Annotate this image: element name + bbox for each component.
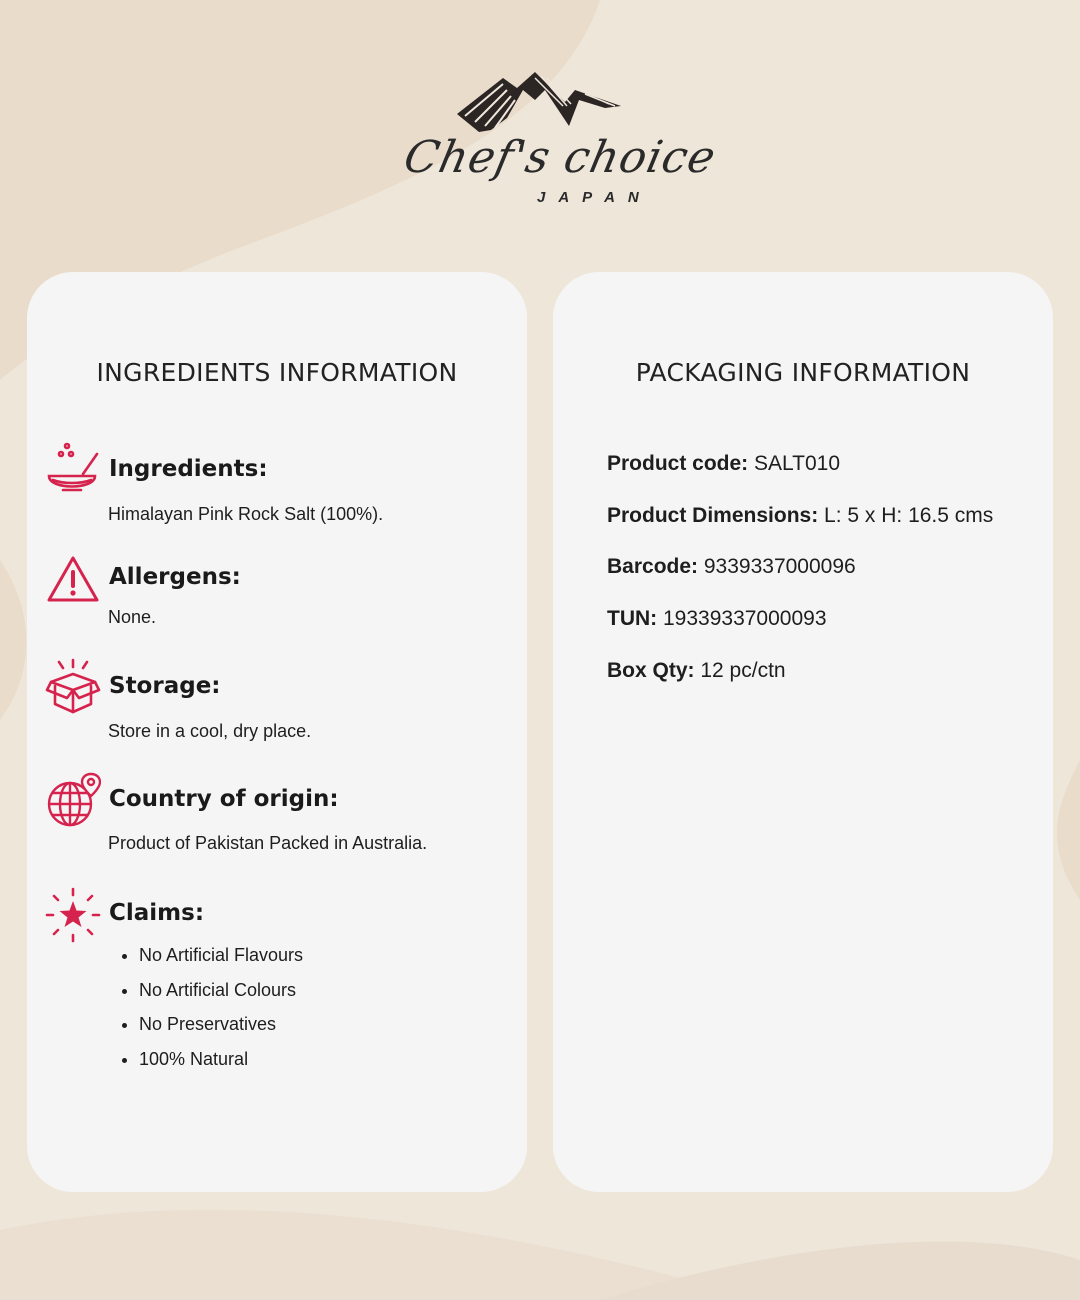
mortar-pestle-icon: [45, 440, 101, 496]
allergens-heading: Allergens:: [109, 564, 241, 590]
warning-triangle-icon: [45, 552, 101, 608]
open-box-icon: [45, 658, 101, 714]
claims-heading: Claims:: [109, 900, 205, 926]
row-label: Product code:: [607, 452, 749, 475]
row-label: Product Dimensions:: [607, 504, 819, 527]
row-label: Barcode:: [607, 555, 699, 578]
box-qty-row: [607, 659, 786, 683]
row-value: L: 5 x H: 16.5 cms: [824, 504, 994, 527]
row-label: Box Qty:: [607, 659, 695, 682]
product-code-row: [607, 452, 840, 476]
ingredients-heading: Ingredients:: [109, 456, 268, 482]
allergens-text: None.: [108, 607, 157, 627]
barcode-row: [607, 555, 856, 579]
row-label: TUN:: [607, 607, 658, 630]
ingredients-card: [27, 272, 527, 1192]
tun-row: [607, 607, 827, 631]
globe-pin-icon: [45, 772, 101, 828]
row-value: 9339337000096: [703, 555, 856, 578]
row-value: SALT010: [754, 452, 841, 475]
list-item: • No Artificial Flavours: [139, 940, 303, 975]
row-value: 12 pc/ctn: [700, 659, 786, 682]
dimensions-row: [607, 504, 993, 528]
mountain-logo-icon: [395, 66, 695, 136]
row-value: 19339337000093: [663, 607, 827, 630]
packaging-card: [553, 272, 1053, 1192]
ingredients-text: Himalayan Pink Rock Salt (100%).: [108, 504, 384, 524]
brand-script: Chef's choice: [399, 132, 721, 183]
claims-list: [121, 940, 303, 1078]
brand-logo: [395, 66, 721, 216]
list-item: • 100% Natural: [139, 1044, 303, 1079]
brand-subtitle: JAPAN: [537, 189, 652, 206]
packaging-card-title: PACKAGING INFORMATION: [635, 358, 971, 387]
list-item: • No Preservatives: [139, 1009, 303, 1044]
country-heading: Country of origin:: [109, 786, 339, 812]
ingredients-card-title: INGREDIENTS INFORMATION: [96, 358, 458, 387]
list-item: • No Artificial Colours: [139, 975, 303, 1010]
country-text: Product of Pakistan Packed in Australia.: [108, 833, 428, 853]
storage-text: Store in a cool, dry place.: [108, 721, 312, 741]
star-burst-icon: [45, 887, 101, 943]
storage-heading: Storage:: [109, 673, 221, 699]
